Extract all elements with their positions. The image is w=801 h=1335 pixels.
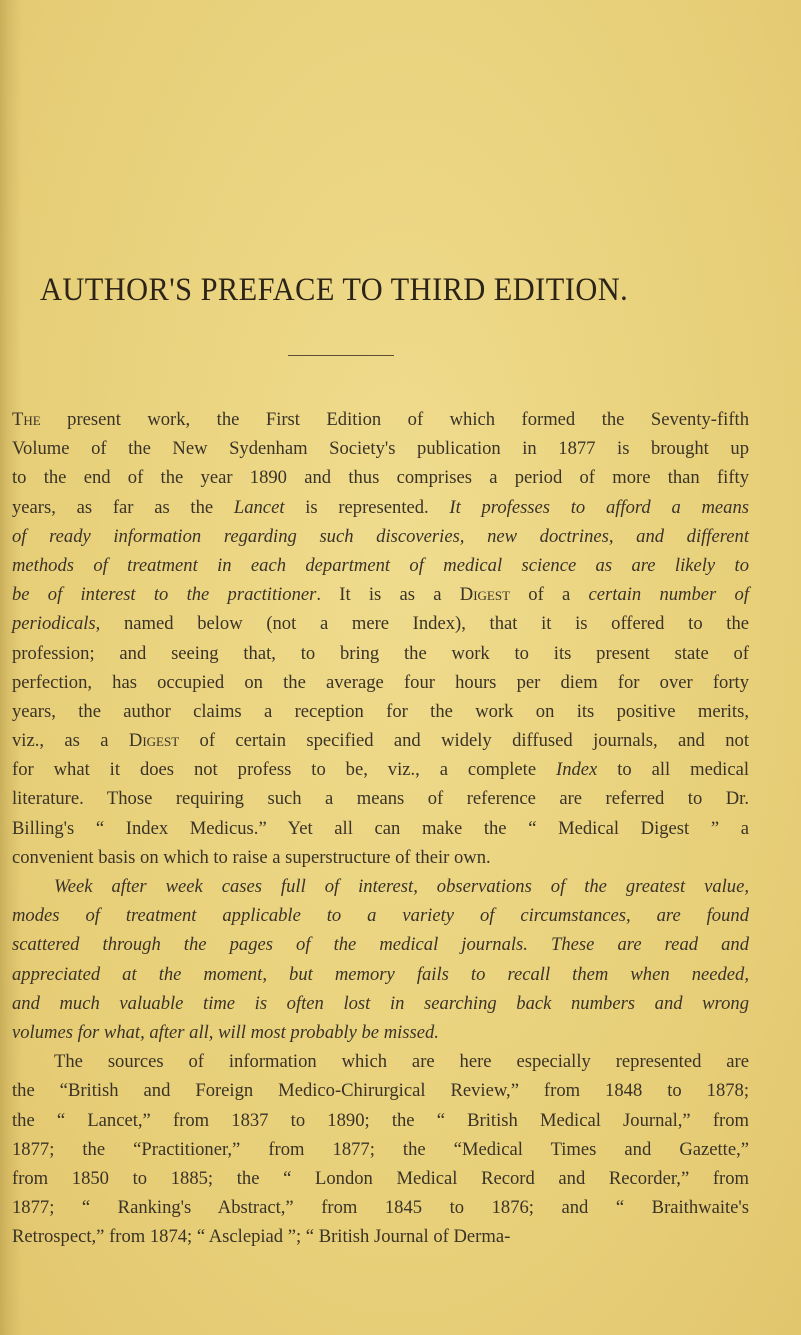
text-line: [12, 1047, 749, 1076]
text-run: viz., as a: [12, 730, 129, 752]
text-run: profession; and seeing that, to bring the work to its present state of: [12, 642, 749, 664]
italic-text: scattered through the pages of the medical journals. These are read and: [12, 934, 749, 956]
paragraph-container: [12, 405, 749, 1251]
text-run: convenient basis on which to raise a superstructure of their own.: [12, 846, 491, 868]
small-caps-text: Digest: [459, 584, 511, 606]
italic-text: be of interest to the practitioner: [12, 584, 317, 606]
text-run: is represented.: [284, 496, 450, 518]
text-run: Volume of the New Sydenham Society's publication in 1877 is brought up: [12, 438, 749, 460]
text-line: [12, 639, 749, 668]
text-run: present work, the First Edition of which formed the Seventy-fifth: [40, 409, 749, 430]
text-run: Retrospect,” from 1874; “ Asclepiad ”; “ British Journal of Derma-: [12, 1226, 511, 1248]
small-caps-text: The: [12, 409, 41, 430]
text-line: [12, 1018, 749, 1047]
text-line: [12, 522, 749, 551]
text-line: [12, 901, 749, 930]
paragraph: [12, 872, 749, 1047]
text-line: [12, 843, 749, 872]
italic-text: Index: [556, 759, 598, 781]
text-line: [12, 463, 749, 492]
paragraph: [12, 405, 749, 872]
paragraph: [12, 1047, 749, 1251]
text-line: [12, 872, 749, 901]
text-run: perfection, has occupied on the average four hours per diem for over forty: [12, 671, 749, 693]
text-line: [12, 960, 749, 989]
italic-text: volumes for what, after all, will most probably be missed.: [12, 1021, 439, 1043]
text-line: [12, 726, 749, 755]
italic-text: Week after week cases full of interest, observations of the greatest value,: [54, 876, 749, 897]
text-run: literature. Those requiring such a means of reference are referred to Dr.: [12, 788, 749, 810]
text-line: [12, 814, 749, 843]
text-run: the “British and Foreign Medico-Chirurgical Review,” from 1848 to 1878;: [12, 1080, 749, 1102]
page-title: AUTHOR'S PREFACE TO THIRD EDITION.: [40, 272, 629, 308]
small-caps-text: Digest: [128, 730, 180, 752]
text-run: of a: [510, 584, 589, 606]
text-line: [12, 609, 749, 638]
text-line: [12, 989, 749, 1018]
text-run: years, as far as the: [12, 496, 234, 518]
text-line: [12, 1222, 749, 1251]
title-divider-rule: [288, 355, 394, 356]
italic-text: certain number of: [588, 584, 749, 606]
text-line: [12, 755, 749, 784]
italic-text: appreciated at the moment, but memory fails to recall them when needed,: [12, 963, 749, 985]
text-line: [12, 1135, 749, 1164]
text-line: [12, 668, 749, 697]
text-line: [12, 493, 749, 522]
text-run: to all medical: [597, 759, 750, 781]
text-run: Billing's “ Index Medicus.” Yet all can make the “ Medical Digest ” a: [12, 817, 749, 839]
text-line: [12, 784, 749, 813]
text-run: 1877; the “Practitioner,” from 1877; the “Medical Times and Gazette,”: [12, 1138, 749, 1160]
text-line: [12, 580, 749, 609]
italic-text: Lancet: [233, 496, 285, 518]
italic-text: methods of treatment in each department of medical science as are likely to: [12, 554, 749, 576]
text-run: from 1850 to 1885; the “ London Medical Record and Recorder,” from: [12, 1167, 749, 1189]
text-run: The sources of information which are here especially represented are: [54, 1051, 749, 1073]
text-line: [12, 551, 749, 580]
text-run: . It is as a: [316, 584, 460, 606]
text-run: of certain specified and widely diffused journals, and not: [179, 730, 749, 752]
text-line: [12, 405, 749, 434]
italic-text: modes of treatment applicable to a variety of circumstances, are found: [12, 905, 749, 927]
text-run: , named below (not a mere Index), that it is offered to the: [95, 613, 749, 635]
text-line: [12, 1164, 749, 1193]
text-line: [12, 1076, 749, 1105]
text-run: for what it does not profess to be, viz., a complete: [12, 759, 557, 781]
italic-text: of ready information regarding such discoveries, new doctrines, and different: [12, 525, 749, 547]
text-run: 1877; “ Ranking's Abstract,” from 1845 to 1876; and “ Braithwaite's: [12, 1197, 749, 1219]
italic-text: and much valuable time is often lost in searching back numbers and wrong: [12, 992, 749, 1014]
text-line: [12, 930, 749, 959]
italic-text: periodicals: [12, 613, 96, 635]
text-line: [12, 1193, 749, 1222]
text-run: to the end of the year 1890 and thus comprises a period of more than fifty: [12, 467, 749, 489]
text-run: years, the author claims a reception for the work on its positive merits,: [12, 700, 749, 722]
preface-body: [12, 405, 749, 1251]
italic-text: It professes to afford a means: [449, 496, 749, 518]
text-run: the “ Lancet,” from 1837 to 1890; the “ British Medical Journal,” from: [12, 1109, 749, 1131]
text-line: [12, 697, 749, 726]
text-line: [12, 1106, 749, 1135]
text-line: [12, 434, 749, 463]
